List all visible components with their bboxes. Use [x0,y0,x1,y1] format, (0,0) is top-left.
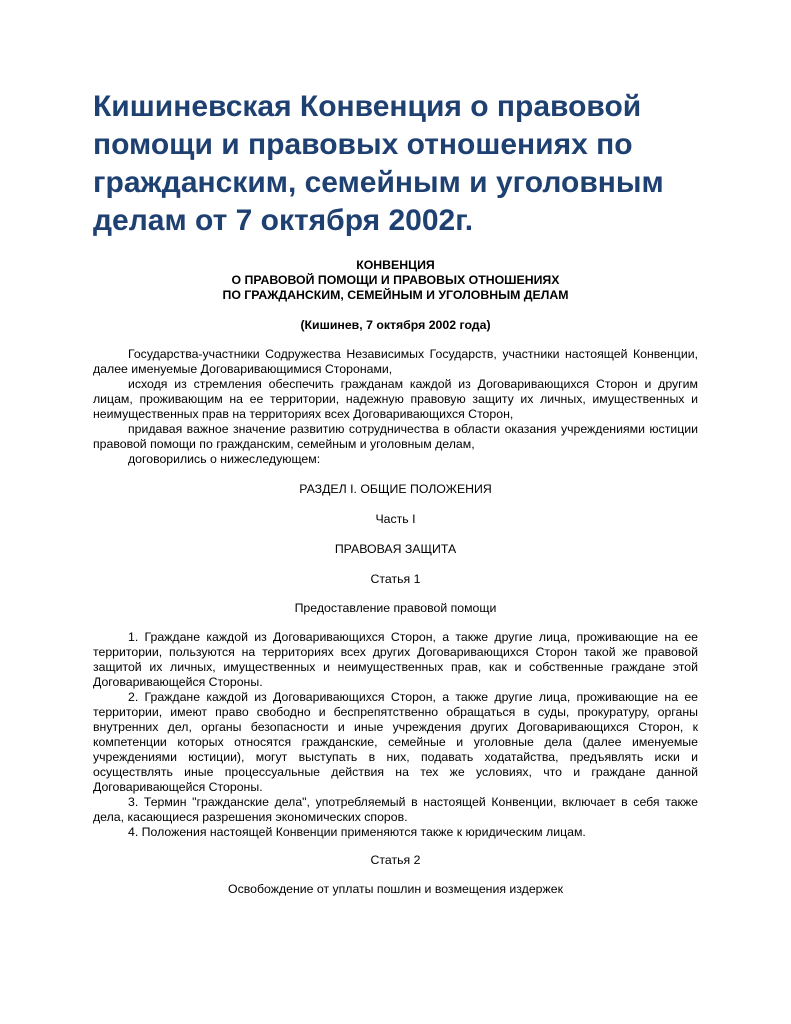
article-paragraph: 2. Граждане каждой из Договаривающихся Сторон, а также другие лица, проживающие на ее территории, имеют право свободно и беспрепятственно обращаться в суды, прокуратуру, органы внутренних дел, органы безопасности и иные учреждения других Договаривающихся Сторон, к компетенции которых относятся гражданские, семейные и уголовные дела (далее именуемые учреждениями юстиции), могут выступать в них, подавать ходатайства, предъявлять иски и осуществлять иные процессуальные действия на тех же условиях, что и граждане данной Договаривающейся Стороны. [93,690,698,794]
article-1-number: Статья 1 [370,572,421,586]
part-title: Часть I [375,512,416,526]
document-title: Кишиневская Конвенция о правовой помощи и правовых отношениях по гражданским, семейным и уголовным делам от 7 октября 2002г. [93,90,664,237]
article-1-name: Предоставление правовой помощи [294,601,497,615]
article-paragraph: 4. Положения настоящей Конвенции применяются также к юридическим лицам. [128,825,586,839]
section-title: РАЗДЕЛ I. ОБЩИЕ ПОЛОЖЕНИЯ [299,482,492,496]
preamble [93,347,698,467]
article-paragraph: 1. Граждане каждой из Договаривающихся Сторон, а также другие лица, проживающие на ее территории, пользуются на территориях всех других Договаривающихся Сторон такой же правовой защитой их личных, имущественных и неимущественных прав, как и собственные граждане этой Договаривающейся Стороны. [93,630,698,689]
preamble-paragraph: исходя из стремления обеспечить гражданам каждой из Договаривающихся Сторон и другим лицам, проживающим на ее территории, надежную правовую защиту их личных, имущественных и неимущественных прав на территориях всех Договаривающихся Сторон, [93,377,698,421]
preamble-paragraph: Государства-участники Содружества Независимых Государств, участники настоящей Конвенции, далее именуемые Договаривающимися Сторонами, [93,347,698,376]
preamble-paragraph: договорились о нижеследующем: [128,452,321,466]
article-paragraph: 3. Термин "гражданские дела", употребляемый в настоящей Конвенции, включает в себя также дела, касающиеся разрешения экономических споров. [93,795,698,824]
preamble-paragraph: придавая важное значение развитию сотрудничества в области оказания учреждениями юстиции правовой помощи по гражданским, семейным и уголовным делам, [93,422,698,451]
place-date: (Кишинев, 7 октября 2002 года) [300,318,491,332]
article-2-number: Статья 2 [370,853,421,867]
article-1-body [93,630,698,840]
article-2-name: Освобождение от уплаты пошлин и возмещения издержек [228,882,563,896]
convention-heading: КОНВЕНЦИЯ О ПРАВОВОЙ ПОМОЩИ И ПРАВОВЫХ ОТНОШЕНИЯХ ПО ГРАЖДАНСКИМ, СЕМЕЙНЫМ И УГОЛОВНЫМ ДЕЛАМ [222,258,569,302]
part-name: ПРАВОВАЯ ЗАЩИТА [334,542,457,556]
